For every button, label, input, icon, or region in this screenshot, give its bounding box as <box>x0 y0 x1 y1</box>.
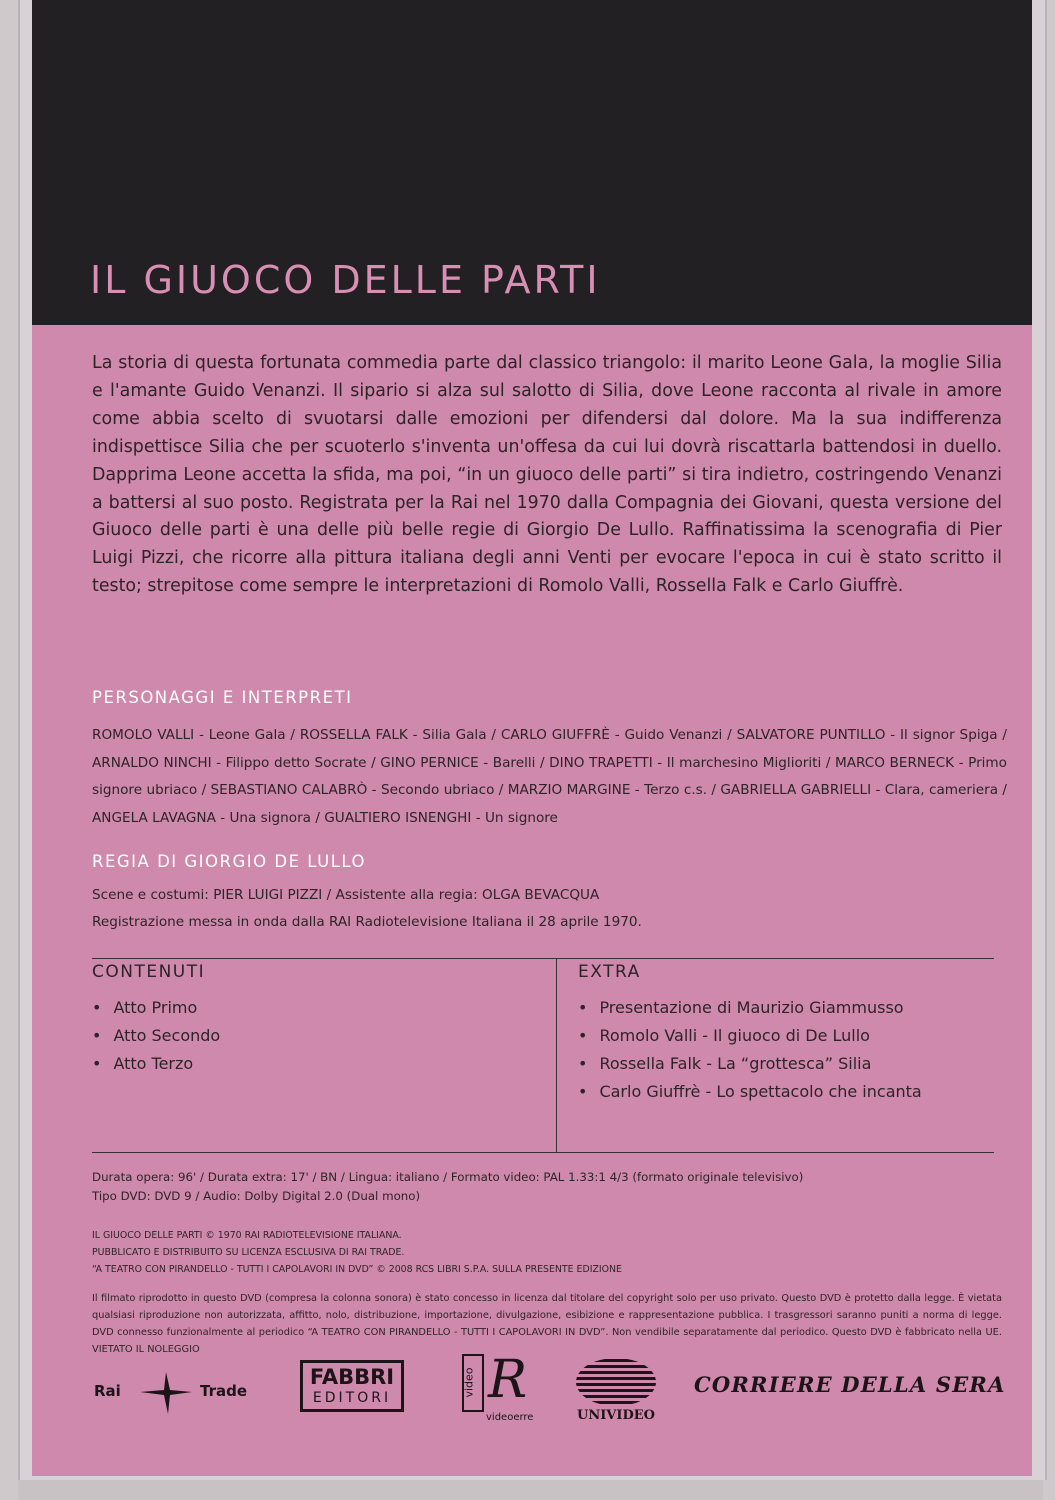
copyright-line-1: IL GIUOCO DELLE PARTI © 1970 RAI RADIOTELEVISIONE ITALIANA. <box>92 1230 402 1241</box>
extra-list <box>578 994 922 1106</box>
page-title: IL GIUOCO DELLE PARTI <box>90 258 601 302</box>
case-bottom-edge <box>18 1480 1043 1500</box>
contents-list <box>92 994 220 1078</box>
fabbri-editori-logo <box>300 1360 404 1412</box>
extra-column <box>578 962 922 1106</box>
univideo-logo <box>566 1356 666 1426</box>
rai-trade-logo <box>92 1370 252 1416</box>
credits-block <box>92 882 992 936</box>
videoerre-r-mark-icon: R <box>488 1350 528 1410</box>
rai-trade-mark-icon <box>136 1370 196 1416</box>
tech-line-2: Tipo DVD: DVD 9 / Audio: Dolby Digital 2.0 (Dual mono) <box>92 1189 421 1203</box>
dvd-back-cover <box>32 0 1032 1476</box>
list-item: • Atto Primo <box>92 994 220 1022</box>
list-item: • Atto Terzo <box>92 1050 220 1078</box>
cast-list: ROMOLO VALLI - Leone Gala / ROSSELLA FALK - Silia Gala / CARLO GIUFFRÈ - Guido Venanzi / SALVATORE PUNTILLO - Il signor Spiga / ARNALDO NINCHI - Filippo detto Socrate / GINO PERNICE - Barelli / DINO TRAPETTI - Il marchesino Miglioriti / MARCO BERNECK - Primo signore ubriaco / SEBASTIANO CALABRÒ - Secondo ubriaco / MARZIO MARGINE - Terzo c.s. / GABRIELLA GABRIELLI - Clara, cameriera / ANGELA LAVAGNA - Una signora / GUALTIERO ISNENGHI - Un signore <box>92 727 1007 826</box>
legal-notice: Il filmato riprodotto in questo DVD (compresa la colonna sonora) è stato concesso in licenza dal titolare del copyright solo per uso privato. Questo DVD è protetto dalla legge. È vietata qualsiasi riproduzione non autorizzata, affitto, nolo, distribuzione, importazione, divulgazione, esibizione e rappresentazione pubblica. I trasgressori saranno puniti a norma di legge. DVD connesso funzionalmente al periodico “A TEATRO CON PIRANDELLO - TUTTI I CAPOLAVORI IN DVD”. Non vendibile separatamente dal periodico. Questo DVD è fabbricato nella UE. VIETATO IL NOLEGGIO <box>92 1293 1002 1355</box>
credits-line-1: Scene e costumi: PIER LUIGI PIZZI / Assistente alla regia: OLGA BEVACQUA <box>92 887 600 903</box>
copyright-line-2: PUBBLICATO E DISTRIBUITO SU LICENZA ESCLUSIVA DI RAI TRADE. <box>92 1247 405 1258</box>
corriere-della-sera-logo: CORRIERE DELLA SERA <box>694 1372 1006 1397</box>
contents-heading: CONTENUTI <box>92 962 206 982</box>
videoerre-box <box>462 1354 484 1412</box>
technical-specs <box>92 1168 992 1206</box>
copyright-line-3: “A TEATRO CON PIRANDELLO - TUTTI I CAPOLAVORI IN DVD” © 2008 RCS LIBRI S.P.A. SULLA PRESENTE EDIZIONE <box>92 1264 622 1275</box>
editori-label: EDITORI <box>312 1390 392 1406</box>
logos-row <box>92 1350 1006 1432</box>
trade-label: Trade <box>200 1382 248 1400</box>
list-item: • Rossella Falk - La “grottesca” Silia <box>578 1050 922 1078</box>
copyright-block <box>92 1227 992 1278</box>
list-item: • Presentazione di Maurizio Giammusso <box>578 994 922 1022</box>
list-item: • Carlo Giuffrè - Lo spettacolo che incanta <box>578 1078 922 1106</box>
videoerre-box-label: video <box>462 1367 476 1398</box>
divider-vertical <box>556 958 557 1152</box>
synopsis-text: La storia di questa fortunata commedia parte dal classico triangolo: il marito Leone Gala, la moglie Silia e l'amante Guido Venanzi. Il sipario si alza sul salotto di Silia, dove Leone racconta al rivale in amore come abbia scelto di svuotarsi dalle emozioni per difendersi dal dolore. Ma la sua indifferenza indispettisce Silia che per scuoterlo s'inventa un'offesa da cui lui dovrà riscattarla battendosi in duello. Dapprima Leone accetta la sfida, ma poi, “in un giuoco delle parti” si tira indietro, costringendo Venanzi a battersi al suo posto. Registrata per la Rai nel 1970 dalla Compagnia dei Giovani, questa versione del Giuoco delle parti è una delle più belle regie di Giorgio De Lullo. Raffinatissima la scenografia di Pier Luigi Pizzi, che ricorre alla pittura italiana degli anni Venti per evocare l'epoca in cui è stato scritto il testo; strepitose come sempre le interpretazioni di Romolo Valli, Rossella Falk e Carlo Giuffrè. <box>92 353 1002 597</box>
divider-bottom <box>92 1152 994 1153</box>
univideo-globe-icon <box>566 1356 666 1408</box>
extra-heading: EXTRA <box>578 962 641 982</box>
tech-line-1: Durata opera: 96' / Durata extra: 17' / BN / Lingua: italiano / Formato video: PAL 1.33:1 4/3 (formato originale televisivo) <box>92 1170 804 1184</box>
cast-heading: PERSONAGGI E INTERPRETI <box>92 688 353 707</box>
contents-column <box>92 962 220 1078</box>
videoerre-label: videoerre <box>486 1412 534 1423</box>
dvd-case <box>18 0 1047 1480</box>
list-item: • Romolo Valli - Il giuoco di De Lullo <box>578 1022 922 1050</box>
credits-line-2: Registrazione messa in onda dalla RAI Radiotelevisione Italiana il 28 aprile 1970. <box>92 914 642 930</box>
director-heading: REGIA DI GIORGIO DE LULLO <box>92 852 366 871</box>
fabbri-label: FABBRI <box>309 1365 395 1389</box>
divider-top <box>92 958 994 959</box>
univideo-label: UNIVIDEO <box>577 1408 655 1423</box>
rai-label: Rai <box>94 1382 121 1400</box>
videoerre-logo <box>462 1350 552 1423</box>
list-item: • Atto Secondo <box>92 1022 220 1050</box>
